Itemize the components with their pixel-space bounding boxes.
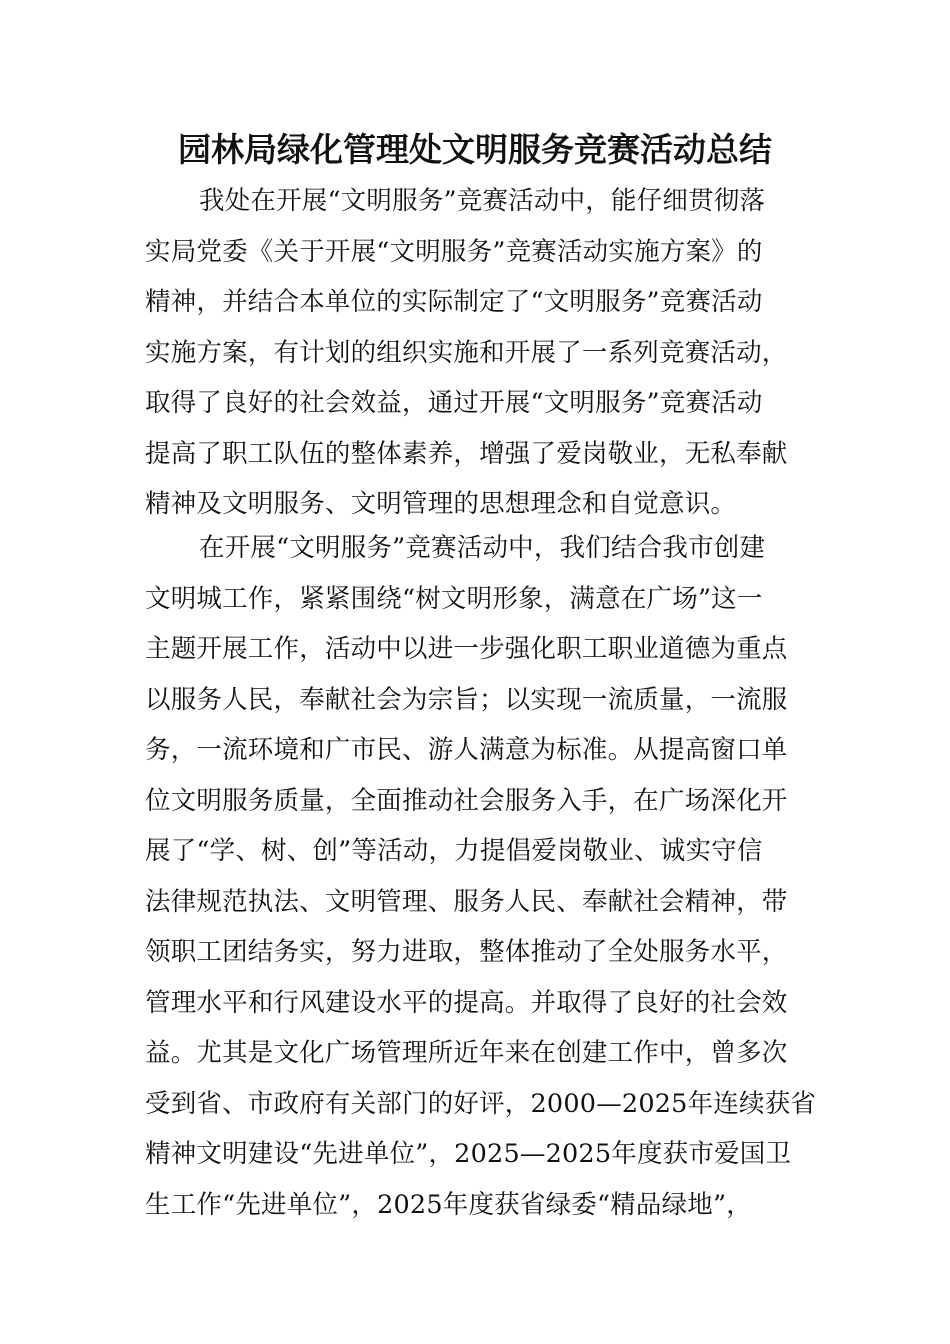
paragraph-line: 受到省、市政府有关部门的好评，2000—2025年连续获省 — [145, 1088, 817, 1119]
paragraph-line: 主题开展工作，活动中以进一步强化职工职业道德为重点 — [145, 634, 788, 664]
paragraph-line: 在开展“文明服务”竞赛活动中，我们结合我市创建 — [199, 533, 766, 563]
paragraph-line: 我处在开展“文明服务”竞赛活动中，能仔细贯彻落 — [199, 186, 766, 216]
paragraph-1 — [145, 176, 810, 530]
paragraph-line: 生工作“先进单位”，2025年度获省绿委“精品绿地”， — [145, 1189, 752, 1220]
paragraph-line: 精神，并结合本单位的实际制定了“文明服务”竞赛活动 — [145, 287, 763, 317]
paragraph-line: 益。尤其是文化广场管理所近年来在创建工作中，曾多次 — [145, 1038, 788, 1068]
paragraph-line: 展了“学、树、创”等活动，力提倡爱岗敬业、诚实守信 — [145, 836, 763, 866]
paragraph-line: 以服务人民，奉献社会为宗旨；以实现一流质量，一流服 — [145, 684, 788, 715]
paragraph-line: 位文明服务质量，全面推动社会服务入手，在广场深化开 — [145, 785, 788, 816]
paragraph-line: 文明城工作，紧紧围绕“树文明形象，满意在广场”这一 — [145, 583, 763, 614]
paragraph-line: 法律规范执法、文明管理、服务人民、奉献社会精神，带 — [145, 886, 788, 917]
paragraph-2 — [145, 523, 817, 1230]
paragraph-line: 实施方案，有计划的组织实施和开展了一系列竞赛活动， — [145, 337, 788, 368]
paragraph-line: 取得了良好的社会效益，通过开展“文明服务”竞赛活动 — [145, 388, 763, 418]
paragraph-line: 领职工团结务实，努力进取，整体推动了全处服务水平， — [145, 937, 788, 967]
paragraph-line: 管理水平和行风建设水平的提高。并取得了良好的社会效 — [145, 987, 788, 1018]
document-title: 园林局绿化管理处文明服务竞赛活动总结 — [178, 130, 772, 169]
paragraph-line: 精神文明建设“先进单位”，2025—2025年度获市爱国卫 — [145, 1139, 792, 1169]
paragraph-line: 实局党委《关于开展“文明服务”竞赛活动实施方案》的 — [145, 236, 763, 267]
paragraph-line: 精神及文明服务、文明管理的思想理念和自觉意识。 — [145, 489, 737, 519]
paragraph-line: 务，一流环境和广市民、游人满意为标准。从提高窗口单 — [145, 735, 788, 765]
paragraph-line: 提高了职工队伍的整体素养，增强了爱岗敬业，无私奉献 — [145, 438, 788, 469]
